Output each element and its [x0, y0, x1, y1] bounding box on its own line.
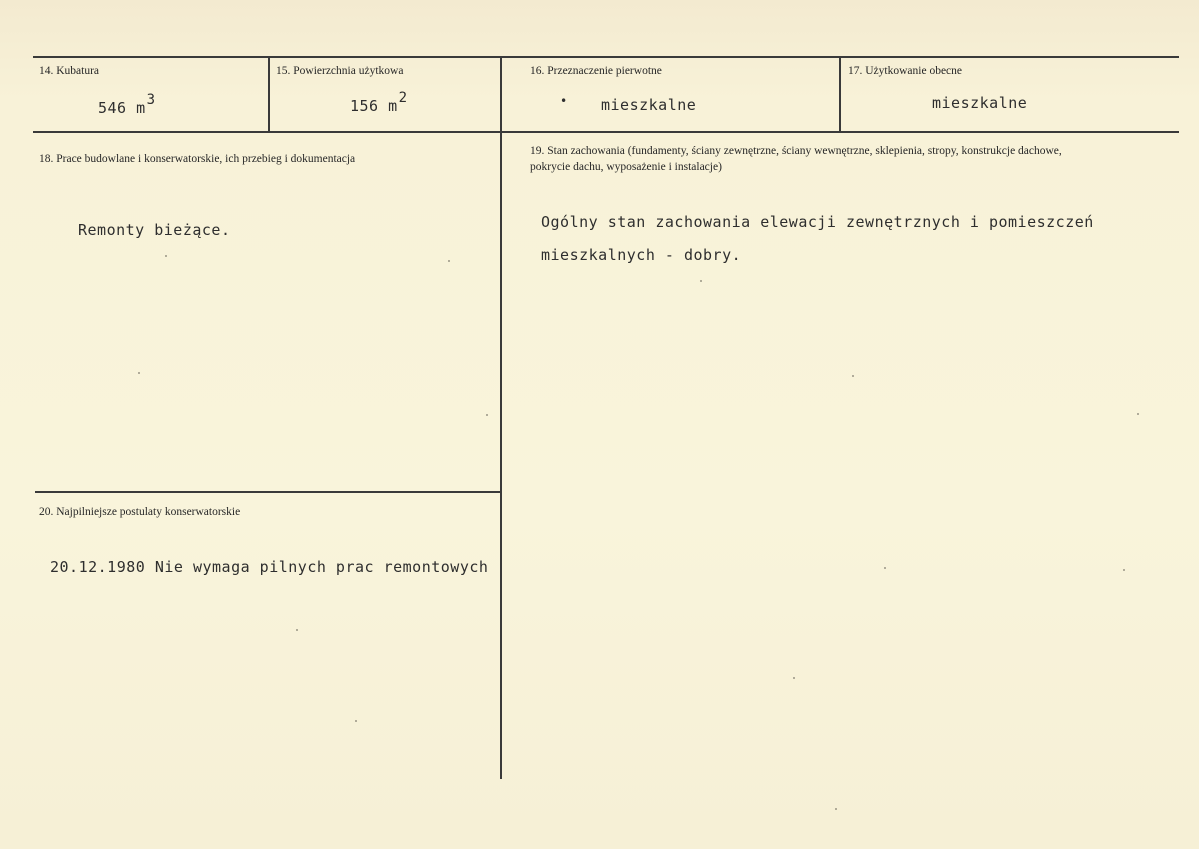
row-divider-2 — [35, 491, 501, 493]
field-15-value — [350, 90, 408, 115]
col-divider-2 — [500, 57, 502, 779]
powierzchnia-value: 156 m — [350, 97, 398, 115]
paper-speck — [296, 629, 298, 631]
paper-speck — [793, 677, 795, 679]
field-20-label: 20. Najpilniejsze postulaty konserwatorskie — [39, 506, 241, 518]
field-17-value: mieszkalne — [932, 94, 1028, 112]
paper-speck — [1123, 569, 1125, 571]
powierzchnia-exponent: 2 — [398, 90, 408, 106]
paper-speck — [700, 280, 702, 282]
field-17-label: 17. Użytkowanie obecne — [848, 65, 963, 77]
paper-speck — [355, 720, 357, 722]
col-divider-1 — [268, 57, 270, 132]
paper-speck — [448, 260, 450, 262]
kubatura-exponent: 3 — [146, 92, 156, 108]
col-divider-3 — [839, 57, 841, 132]
field-19-value-line2: mieszkalnych - dobry. — [541, 246, 742, 264]
field-16-label: 16. Przeznaczenie pierwotne — [530, 65, 662, 77]
field-15-label: 15. Powierzchnia użytkowa — [276, 65, 404, 77]
paper-speck — [884, 567, 886, 569]
top-rule — [33, 56, 1179, 58]
paper-speck — [165, 255, 167, 257]
field-18-value: Remonty bieżące. — [78, 221, 231, 239]
paper-speck — [835, 808, 837, 810]
paper-speck — [1137, 413, 1139, 415]
field-14-value — [98, 92, 156, 117]
field-20-value: 20.12.1980 Nie wymaga pilnych prac remontowych — [50, 558, 489, 576]
field-18-label: 18. Prace budowlane i konserwatorskie, ich przebieg i dokumentacja — [39, 153, 356, 165]
field-19-label: 19. Stan zachowania (fundamenty, ściany zewnętrzne, ściany wewnętrzne, sklepienia, stropy, konstrukcje dachowe, pokrycie dachu, wyposażenie i instalacje) — [530, 145, 1062, 173]
row-divider-1 — [33, 131, 1179, 133]
field-16-value: mieszkalne — [601, 96, 697, 114]
paper-speck — [138, 372, 140, 374]
field-16-bullet: • — [560, 94, 568, 108]
field-19-value-line1: Ogólny stan zachowania elewacji zewnętrznych i pomieszczeń — [541, 213, 1094, 231]
kubatura-value: 546 m — [98, 99, 146, 117]
paper-speck — [852, 375, 854, 377]
field-14-label: 14. Kubatura — [39, 65, 100, 77]
paper-speck — [486, 414, 488, 416]
